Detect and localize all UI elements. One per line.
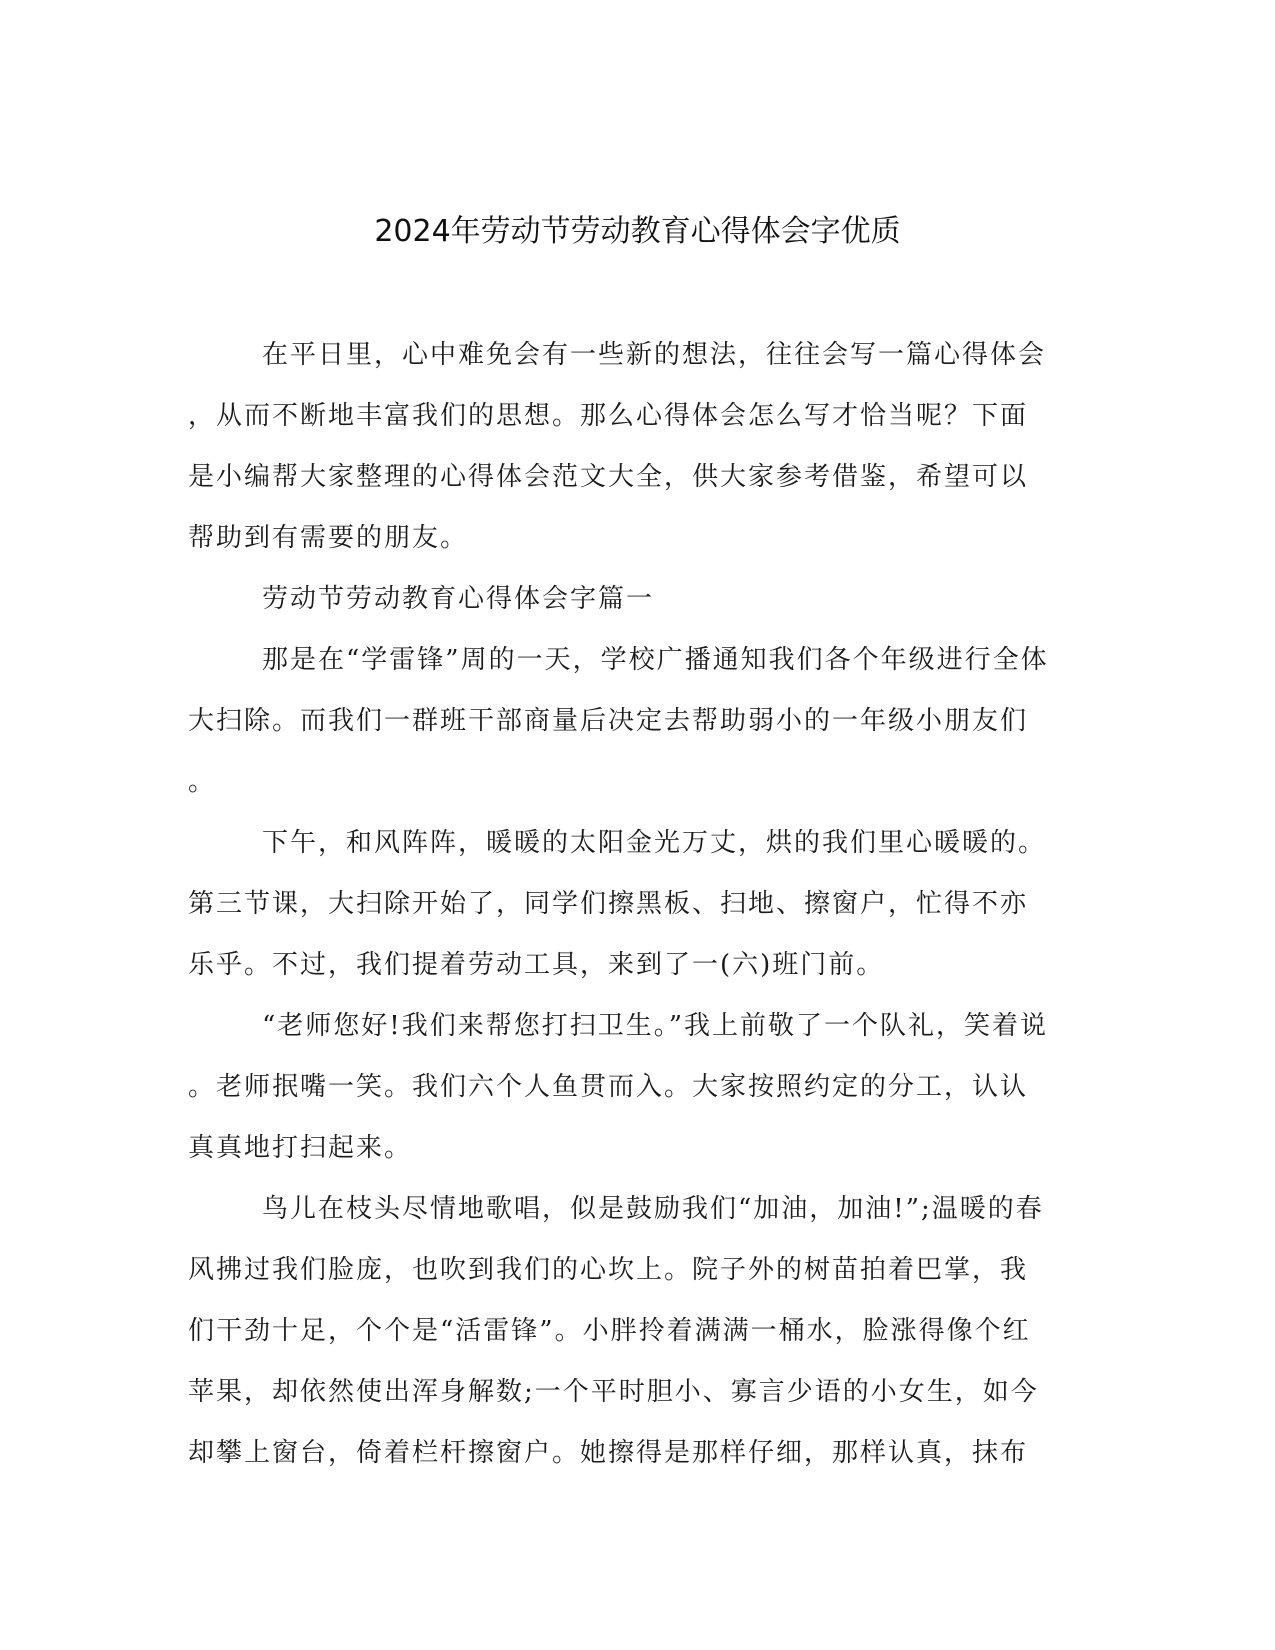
text-line: 是小编帮大家整理的心得体会范文大全，供大家参考借鉴，希望可以 — [188, 462, 1029, 492]
text-line: 下午，和风阵阵，暖暖的太阳金光万丈，烘的我们里心暖暖的。 — [262, 828, 1047, 858]
text-line: 第三节课，大扫除开始了，同学们擦黑板、扫地、擦窗户，忙得不亦 — [188, 889, 1029, 919]
text-line: 劳动节劳动教育心得体会字篇一 — [262, 584, 655, 614]
text-line: 。 — [188, 767, 217, 797]
text-line: 苹果，却依然使出浑身解数;一个平时胆小、寡言少语的小女生，如今 — [188, 1377, 1039, 1407]
document-title: 2024年劳动节劳动教育心得体会字优质 — [374, 214, 901, 249]
text-line: 鸟儿在枝头尽情地歌唱，似是鼓励我们“加油，加油!”;温暖的春 — [262, 1194, 1044, 1224]
text-line: 在平日里，心中难免会有一些新的想法，往往会写一篇心得体会 — [262, 340, 1047, 370]
text-line: “老师您好!我们来帮您打扫卫生。”我上前敬了一个队礼，笑着说 — [262, 1011, 1049, 1041]
text-line: 。老师抿嘴一笑。我们六个人鱼贯而入。大家按照约定的分工，认认 — [188, 1072, 1029, 1102]
text-line: 风拂过我们脸庞，也吹到我们的心坎上。院子外的树苗拍着巴掌，我 — [188, 1255, 1029, 1285]
text-line: 大扫除。而我们一群班干部商量后决定去帮助弱小的一年级小朋友们 — [188, 706, 1029, 736]
text-line: 真真地打扫起来。 — [188, 1133, 413, 1163]
text-line: 们干劲十足，个个是“活雷锋”。小胖拎着满满一桶水，脸涨得像个红 — [188, 1316, 1031, 1346]
text-line: 乐乎。不过，我们提着劳动工具，来到了一(六)班门前。 — [188, 950, 885, 980]
text-line: 那是在“学雷锋”周的一天，学校广播通知我们各个年级进行全体 — [262, 645, 1049, 675]
text-line: 却攀上窗台，倚着栏杆擦窗户。她擦得是那样仔细，那样认真，抹布 — [188, 1438, 1029, 1468]
text-line: 帮助到有需要的朋友。 — [188, 523, 469, 553]
text-line: ，从而不断地丰富我们的思想。那么心得体会怎么写才恰当呢？下面 — [188, 401, 1029, 431]
document-body — [188, 325, 1088, 1484]
